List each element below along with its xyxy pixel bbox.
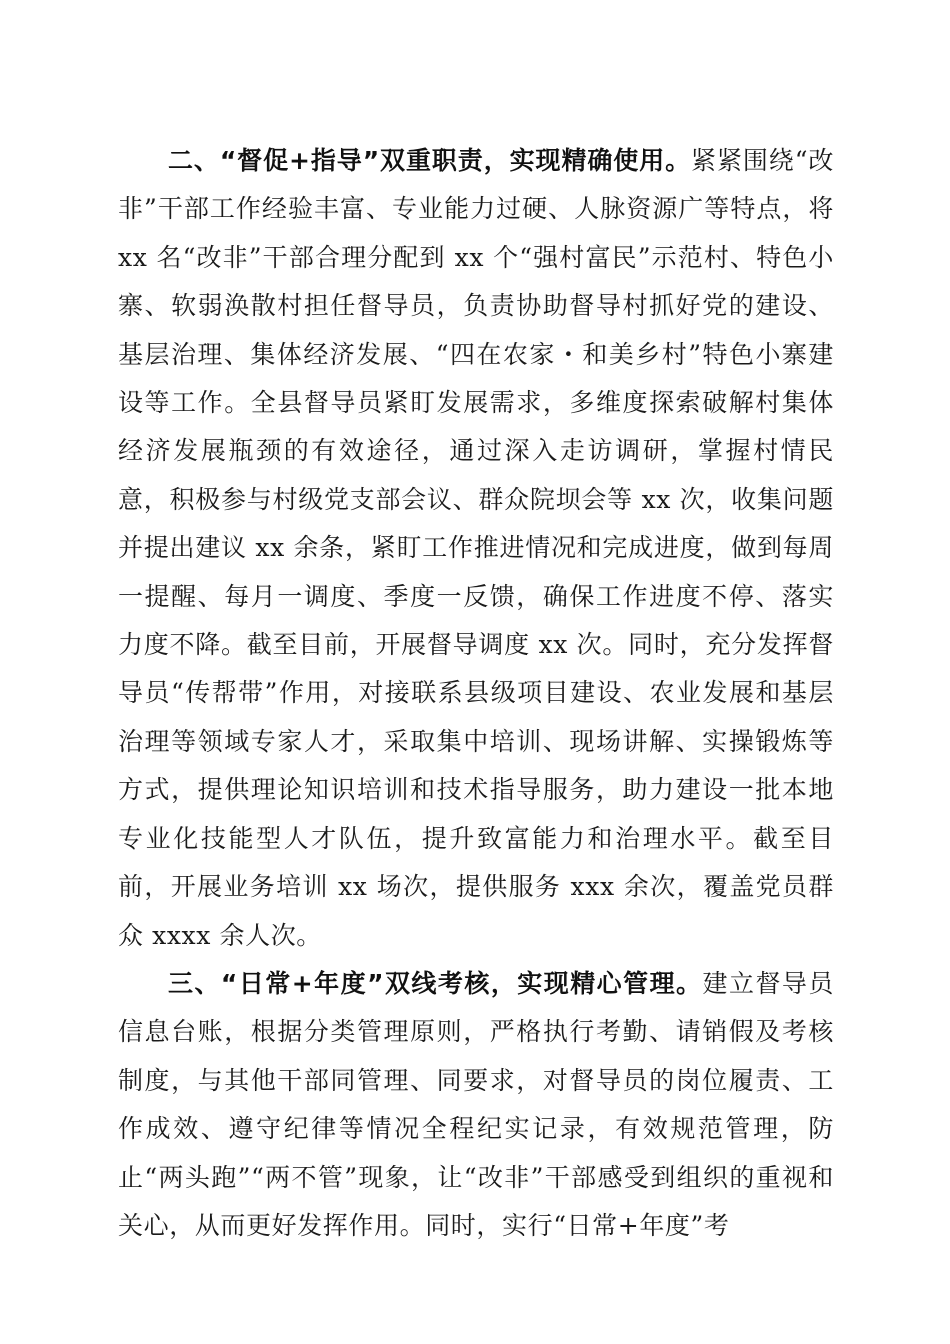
section-three-text: 建立督导员信息台账，根据分类管理原则，严格执行考勤、请销假及考核制度，与其他干部同管理、同要求，对督导员的岗位履责、工作成效、遵守纪律等情况全程纪实记录，有效规范管理，防止“两头跑”“两不管”现象，让“改非”干部感受到组织的重视和关心，从而更好发挥作用。同时，实行“日常+年度”考: [118, 968, 834, 1240]
paragraph-section-three: [118, 960, 834, 1250]
section-three-heading: 三、“日常+年度”双线考核，实现精心管理。: [168, 968, 703, 998]
paragraph-section-two: [118, 137, 834, 960]
section-two-text: 紧紧围绕“改非”干部工作经验丰富、专业能力过硬、人脉资源广等特点，将 xx 名“改非”干部合理分配到 xx 个“强村富民”示范村、特色小寨、软弱涣散村担任督导员，负责协助督导村抓好党的建设、基层治理、集体经济发展、“四在农家・和美乡村”特色小寨建设等工作。全县督导员紧盯发展需求，多维度探索破解村集体经济发展瓶颈的有效途径，通过深入走访调研，掌握村情民意，积极参与村级党支部会议、群众院坝会等 xx 次，收集问题并提出建议 xx 余条，紧盯工作推进情况和完成进度，做到每周一提醒、每月一调度、季度一反馈，确保工作进度不停、落实力度不降。截至目前，开展督导调度 xx 次。同时，充分发挥督导员“传帮带”作用，对接联系县级项目建设、农业发展和基层治理等领域专家人才，采取集中培训、现场讲解、实操锻炼等方式，提供理论知识培训和技术指导服务，助力建设一批本地专业化技能型人才队伍，提升致富能力和治理水平。截至目前，开展业务培训 xx 场次，提供服务 xxx 余次，覆盖党员群众 xxxx 余人次。: [118, 146, 834, 950]
section-two-heading: 二、“督促+指导”双重职责，实现精确使用。: [168, 146, 692, 175]
document-body: [118, 137, 834, 1250]
